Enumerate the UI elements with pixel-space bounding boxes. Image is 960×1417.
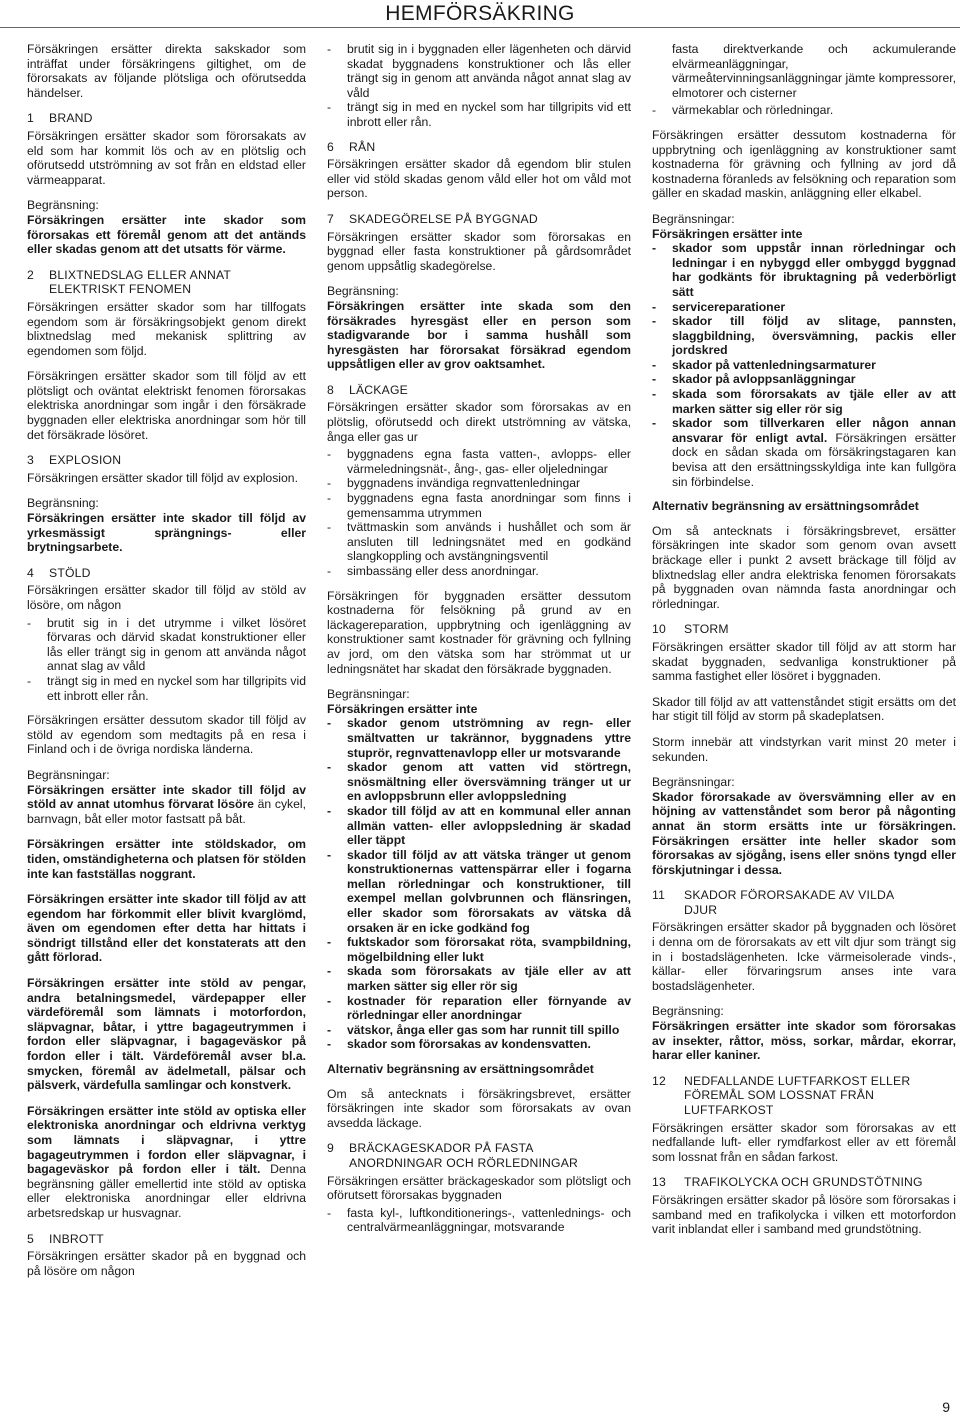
section-number: 4 [27, 565, 34, 580]
section-title: BLIXTNEDSLAG ELLER ANNAT ELEKTRISKT FENOMEN [49, 267, 232, 297]
list-item: - fasta kyl-, luftkonditionerings-, vattenlednings- och centralvärmeanläggningar, motsvarande [327, 1206, 631, 1235]
section-number: 7 [327, 211, 334, 226]
subheading-alternativ: Alternativ begränsning av ersättningsområdet [327, 1062, 594, 1076]
list-item: - värmekablar och rörledningar. [652, 103, 956, 118]
section-body: Försäkringen ersätter skador till följd av att storm har skadat byggnaden, sedvanliga konstruktioner på samma fastighet eller lösöret i byggnaden. [652, 639, 956, 684]
section-body: Om så antecknats i försäkringsbrevet, ersätter försäkringen inte skador som genom ovan avsett bräckage eller i punkt 2 avsett bräckage till följd av blixtnedslag eller andra elektriska fenomen förorsakats på byggnaden ovan nämnda fasta anordningar och rörledningar. [652, 523, 956, 611]
section-title: NEDFALLANDE LUFTFARKOST ELLER FÖREMÅL SOM LOSSNAT FRÅN LUFTFARKOST [684, 1073, 911, 1117]
page-title: HEMFÖRSÄKRING [385, 2, 575, 25]
section-body: Försäkringen ersätter skador som förorsakas av ett nedfallande luft- eller rymdfarkost eller av ett föremål som lossnat från en sådan farkost. [652, 1120, 956, 1164]
section-title: TRAFIKOLYCKA OCH GRUNDSTÖTNING [684, 1175, 923, 1190]
section-body: Försäkringen ersätter skador till följd av stöld av lösöre, om någon [27, 583, 306, 612]
limitation-label: Begränsning: [27, 198, 99, 213]
section-heading-luftfarkost [652, 1074, 956, 1118]
condition-list [327, 42, 631, 130]
limitation-text [27, 783, 306, 827]
section-body: Försäkringen ersätter skador som har tillfogats egendom som är försäkringsobjekt genom direkt blixtnedslag med mekanisk splittring av egendomen som följd. [27, 299, 306, 358]
limitation-list [652, 241, 956, 489]
section-title: LÄCKAGE [349, 382, 408, 397]
header-rule [0, 27, 960, 28]
list-item: - byggnadens invändiga regnvattenledningar [327, 476, 631, 491]
limitation-text: Skador förorsakade av översvämning eller av en höjning av vattenståndet som beror på någonting annat än storm ersätts inte ur försäkringen. Försäkringen ersätter inte heller skador som förorsakas av sjögång, isens eller snöns tyngd eller förskjutningar i dessa. [652, 789, 956, 877]
limitation-label: Begränsning: [327, 284, 399, 299]
section-heading-trafikolycka [652, 1175, 956, 1190]
section-body: Försäkringen ersätter skador som förorsakas av en plötslig, oförutsedd och direkt utströmning av vätska, ånga eller gas ur [327, 400, 631, 444]
list-item: - skador genom utströmning av regn- eller smältvatten ur takrännor, byggnadens yttre stuprör, regnvattenavlopp eller ur motsvarande [327, 716, 631, 760]
limitation-text: Försäkringen ersätter inte stöld av pengar, andra betalningsmedel, värdepapper eller värdeföremål som lämnats i motorfordon, släpvagnar, båtar, i yttre bagageutrymmen i fordon eller släpvagnar, i bagageväskor på fordon eller i tält. Värdeföremål avser bl.a. smycken, föremål av ädelmetall, pälsar och pälsverk, värdefulla samlingar och konstverk. [27, 976, 306, 1093]
limitation-rest: än cykel, barnvagn, båt eller motor fastsatt på båt. [27, 797, 307, 826]
section-heading-storm [652, 622, 956, 637]
limitation-label: Begränsning: [652, 1004, 724, 1019]
limitation-list [327, 716, 631, 1052]
section-number: 2 [27, 267, 34, 282]
section-heading-blixtnedslag [27, 268, 306, 297]
section-body: Försäkringen ersätter skador på lösöre som förorsakas i samband med en trafikolycka i vilken ett motorfordon varit inblandat eller i samband med grundstötning. [652, 1192, 956, 1237]
list-continuation: fasta direktverkande och ackumulerande elvärmeanläggningar, värmeåtervinningsanläggningar jämte kompressorer, elmotorer och cisterner [672, 42, 956, 100]
limitation-text: Försäkringen ersätter inte skador som förorsakas ett föremål genom att det antänds eller skadas genom att det utsatts för värme. [27, 212, 306, 257]
limitation-label: Begränsningar: [652, 211, 735, 226]
limitation-text: Försäkringen ersätter inte skador till följd av yrkesmässigt sprängnings- eller brytningsarbete. [27, 511, 306, 555]
section-body: Försäkringen för byggnaden ersätter dessutom kostnaderna för felsökning på grund av en läckagereparation, uppbrytning och igenläggning av konstruktioner samt kostnader för grävning och fyllning av jord, om den vätska som har strömmat ut ur ledningsnätet har skadat den försäkrade byggnaden. [327, 588, 631, 676]
section-body: Storm innebär att vindstyrkan varit minst 20 meter i sekunden. [652, 734, 956, 764]
section-heading-skadegorelse [327, 212, 631, 227]
limitation-rest: Denna begränsning gäller emellertid inte stöld av optiska eller elektroniska anordningar eller eldrivna arbetsredskap ur husvagnar. [27, 1162, 307, 1220]
column-2 [327, 42, 631, 1245]
list-item: - byggnadens egna fasta anordningar som finns i gemensamma utrymmen [327, 491, 631, 520]
list-item: - skador på vattenledningsarmaturer [652, 358, 956, 373]
section-body: Försäkringen ersätter dessutom kostnaderna för uppbrytning och igenläggning av konstruktioner samt kostnaderna för grävning och fyllning av jord då kostnaderna föranleds av felsökning och reparation som gäller en skadad maskin, anläggning eller elkabel. [652, 127, 956, 201]
list-item: - brutit sig in i det utrymme i vilket lösöret förvaras och därvid skadat konstruktioner eller lås eller trängt sig in genom att använda något annat slag av våld [27, 616, 306, 674]
limitation-text: Försäkringen ersätter inte skada som den försäkrades hyresgäst eller en person som stadigvarande bor i samma hushåll som hyresgästen har förorsakat försäkrad egendom uppsåtligen eller av grov oaktsamhet. [327, 298, 631, 372]
section-number: 3 [27, 453, 34, 468]
section-title: EXPLOSION [49, 453, 122, 468]
limitation-rest: Försäkringen ersätter dock en sådan skada om försäkringstagaren kan bevisa att den ersättningsskyldiga inte kan fullgöra sin förbindelse. [672, 430, 957, 489]
list-item: - tvättmaskin som används i hushållet och som är ansluten till ledningsnätet med en godkänd slangkoppling och avstängningsventil [327, 520, 631, 564]
limitation-bold: skador som tillverkaren eller någon annan ansvarar för enligt avtal. [672, 416, 956, 445]
limitation-label: Begränsningar: [327, 687, 410, 702]
section-body: Försäkringen ersätter skador då egendom blir stulen eller vid stöld skadas genom våld eller hot om våld mot person. [327, 157, 631, 201]
limitation-label: Begränsningar: [27, 767, 110, 782]
list-item: - fuktskador som förorsakat röta, svampbildning, mögelbildning eller lukt [327, 935, 631, 964]
list-item: - skador till följd av slitage, pannsten, slaggbildning, översvämning, packis eller jordskred [652, 314, 956, 358]
section-heading-vilda-djur [652, 888, 956, 917]
limitation-intro: Försäkringen ersätter inte [327, 701, 478, 716]
condition-list [652, 103, 956, 118]
condition-list [27, 616, 306, 704]
section-heading-lackage [327, 383, 631, 398]
section-body: Försäkringen ersätter skador som förorsakats av eld som har kommit lös och av en plötslig och oförutsedd utströmning av sot från en eldstad eller värmeapparat. [27, 128, 306, 187]
section-number: 12 [652, 1073, 666, 1088]
list-item: - simbassäng eller dess anordningar. [327, 564, 631, 579]
section-title: RÅN [349, 139, 376, 154]
list-item: - kostnader för reparation eller förnyande av rörledningar eller anordningar [327, 994, 631, 1023]
section-body: Försäkringen ersätter skador på byggnaden och lösöret i denna om de förorsakats av ett vilt djur som trängt sig in i bostadslägenheten. Icke värmeisolerade vinds-, källar- eller förvaringsrum anses inte vara bostadslägenheter. [652, 920, 956, 993]
condition-list [327, 1206, 631, 1235]
list-item: - servicereparationer [652, 300, 956, 315]
column-3 [652, 42, 956, 1248]
list-item: - skador som uppstår innan rörledningar och ledningar i en nybyggd eller ombyggd byggnad har godkänts för ibruktagning på vederbörligt sätt [652, 241, 956, 299]
section-heading-brand [27, 111, 306, 126]
limitation-text: Försäkringen ersätter inte skador som förorsakas av insekter, råttor, möss, sorkar, mårdar, ekorrar, harar eller kaniner. [652, 1019, 956, 1063]
limitation-text [27, 1104, 306, 1221]
section-body: Försäkringen ersätter dessutom skador till följd av stöld av egendom som medtagits på en resa i Finland och i de övriga nordiska länderna. [27, 713, 306, 757]
section-body: Om så antecknats i försäkringsbrevet, ersätter försäkringen inte skador som förorsakats av ovan avsedda läckage. [327, 1086, 631, 1130]
limitation-bold: Försäkringen ersätter inte stöld av optiska eller elektroniska anordningar och eldrivna verktyg som lämnats i släpvagnar, i yttre bagageutrymmen i fordon eller släpvagnar, i bagageväskor på fordon eller i tält. [27, 1103, 306, 1177]
list-item: - skada som förorsakats av tjäle eller av att marken sätter sig eller rör sig [327, 964, 631, 993]
list-item: - skador till följd av att en kommunal eller annan allmän vatten- eller avloppsledning är skadad eller täppt [327, 804, 631, 848]
section-number: 10 [652, 622, 666, 637]
limitation-label: Begränsning: [27, 496, 99, 511]
page-number: 9 [942, 1399, 950, 1415]
section-title: SKADEGÖRELSE PÅ BYGGNAD [349, 211, 538, 226]
section-number: 9 [327, 1141, 334, 1156]
list-item: - skada som förorsakats av tjäle eller av att marken sätter sig eller rör sig [652, 387, 956, 416]
section-number: 1 [27, 111, 34, 126]
subheading-alternativ: Alternativ begränsning av ersättningsområdet [652, 499, 919, 514]
section-title: SKADOR FÖRORSAKADE AV VILDA DJUR [684, 888, 895, 917]
list-item: - skador på avloppsanläggningar [652, 372, 956, 387]
section-heading-stold [27, 566, 306, 581]
list-item: - trängt sig in med en nyckel som har tillgripits vid ett inbrott eller rån. [27, 674, 306, 703]
section-title: STORM [684, 622, 729, 637]
list-item: - byggnadens egna fasta vatten-, avlopps- eller värmeledningsnät-, ång-, gas- eller oljeledningar [327, 447, 631, 476]
limitation-intro: Försäkringen ersätter inte [652, 226, 803, 241]
condition-list [327, 447, 631, 578]
section-heading-brackage [327, 1141, 631, 1170]
section-number: 5 [27, 1231, 34, 1246]
section-title: INBROTT [49, 1231, 104, 1246]
limitation-label: Begränsningar: [652, 775, 735, 790]
intro-paragraph: Försäkringen ersätter direkta sakskador som inträffat under försäkringens giltighet, om de förorsakats av följande plötsliga och oförutsedda händelser. [27, 42, 306, 100]
section-heading-inbrott [27, 1232, 306, 1247]
limitation-bold: Försäkringen ersätter inte skador till följd av stöld av annat utomhus förvarat lösöre [27, 782, 306, 812]
section-heading-ran [327, 140, 631, 155]
list-item: - skador genom att vatten vid störtregn, snösmältning eller översvämning tränger ut ur en avloppsbrunn eller avloppsledning [327, 760, 631, 804]
section-number: 6 [327, 139, 334, 154]
section-title: BRÄCKAGESKADOR PÅ FASTA ANORDNINGAR OCH RÖRLEDNINGAR [349, 1141, 579, 1170]
section-body: Försäkringen ersätter skador som förorsakas en byggnad eller fasta konstruktioner på gårdsområdet genom uppsåtlig skadegörelse. [327, 229, 631, 273]
list-item: - brutit sig in i byggnaden eller lägenheten och därvid skadat byggnadens konstruktioner och lås eller trängt sig in genom att använda något annat slag av våld [327, 42, 631, 100]
section-number: 8 [327, 382, 334, 397]
section-number: 13 [652, 1175, 666, 1190]
section-title: STÖLD [49, 565, 91, 580]
section-body: Skador till följd av att vattenståndet stigit ersätts om det har stigit till följd av storm på skadeplatsen. [652, 694, 956, 724]
list-item: - vätskor, ånga eller gas som har runnit till spillo [327, 1023, 631, 1038]
section-title: BRAND [49, 111, 93, 126]
limitation-text: Försäkringen ersätter inte skador till följd av att egendom har förkommit eller blivit kvarglömd, även om egendomen efter detta har hittats i söndrigt tillstånd eller det konstaterats att den gått förlorad. [27, 892, 306, 965]
section-body: Försäkringen ersätter bräckageskador som plötsligt och oförutsett förorsakas byggnaden [327, 1173, 631, 1203]
limitation-text: Försäkringen ersätter inte stöldskador, om tiden, omständigheterna och platsen för stölden inte kan fastställas noggrant. [27, 837, 306, 881]
section-heading-explosion [27, 453, 306, 468]
list-item: - skador som förorsakas av kondensvatten. [327, 1037, 631, 1052]
section-body: Försäkringen ersätter skador till följd av explosion. [27, 470, 298, 485]
list-item: - trängt sig in med en nyckel som har tillgripits vid ett inbrott eller rån. [327, 100, 631, 129]
column-1 [27, 42, 306, 1289]
list-item: - skador till följd av att vätska tränger ut genom konstruktionernas vattenspärrar eller i fogarna mellan rörledningar och konstruktioner, till exempel mellan golvbrunnen och flänsringen, eller skador som förorsakats av vätska då orsaken är en icke godkänd fog [327, 848, 631, 936]
section-body: Försäkringen ersätter skador som till följd av ett plötsligt och oväntat elektriskt fenomen förorsakas elektriska anordningar som ingår i den försäkrade byggnaden eller elektriska anordningar som hör till det försäkrade lösöret. [27, 369, 306, 442]
section-number: 11 [652, 888, 666, 903]
section-body: Försäkringen ersätter skador på en byggnad och på lösöre om någon [27, 1249, 306, 1278]
list-item [652, 416, 956, 489]
